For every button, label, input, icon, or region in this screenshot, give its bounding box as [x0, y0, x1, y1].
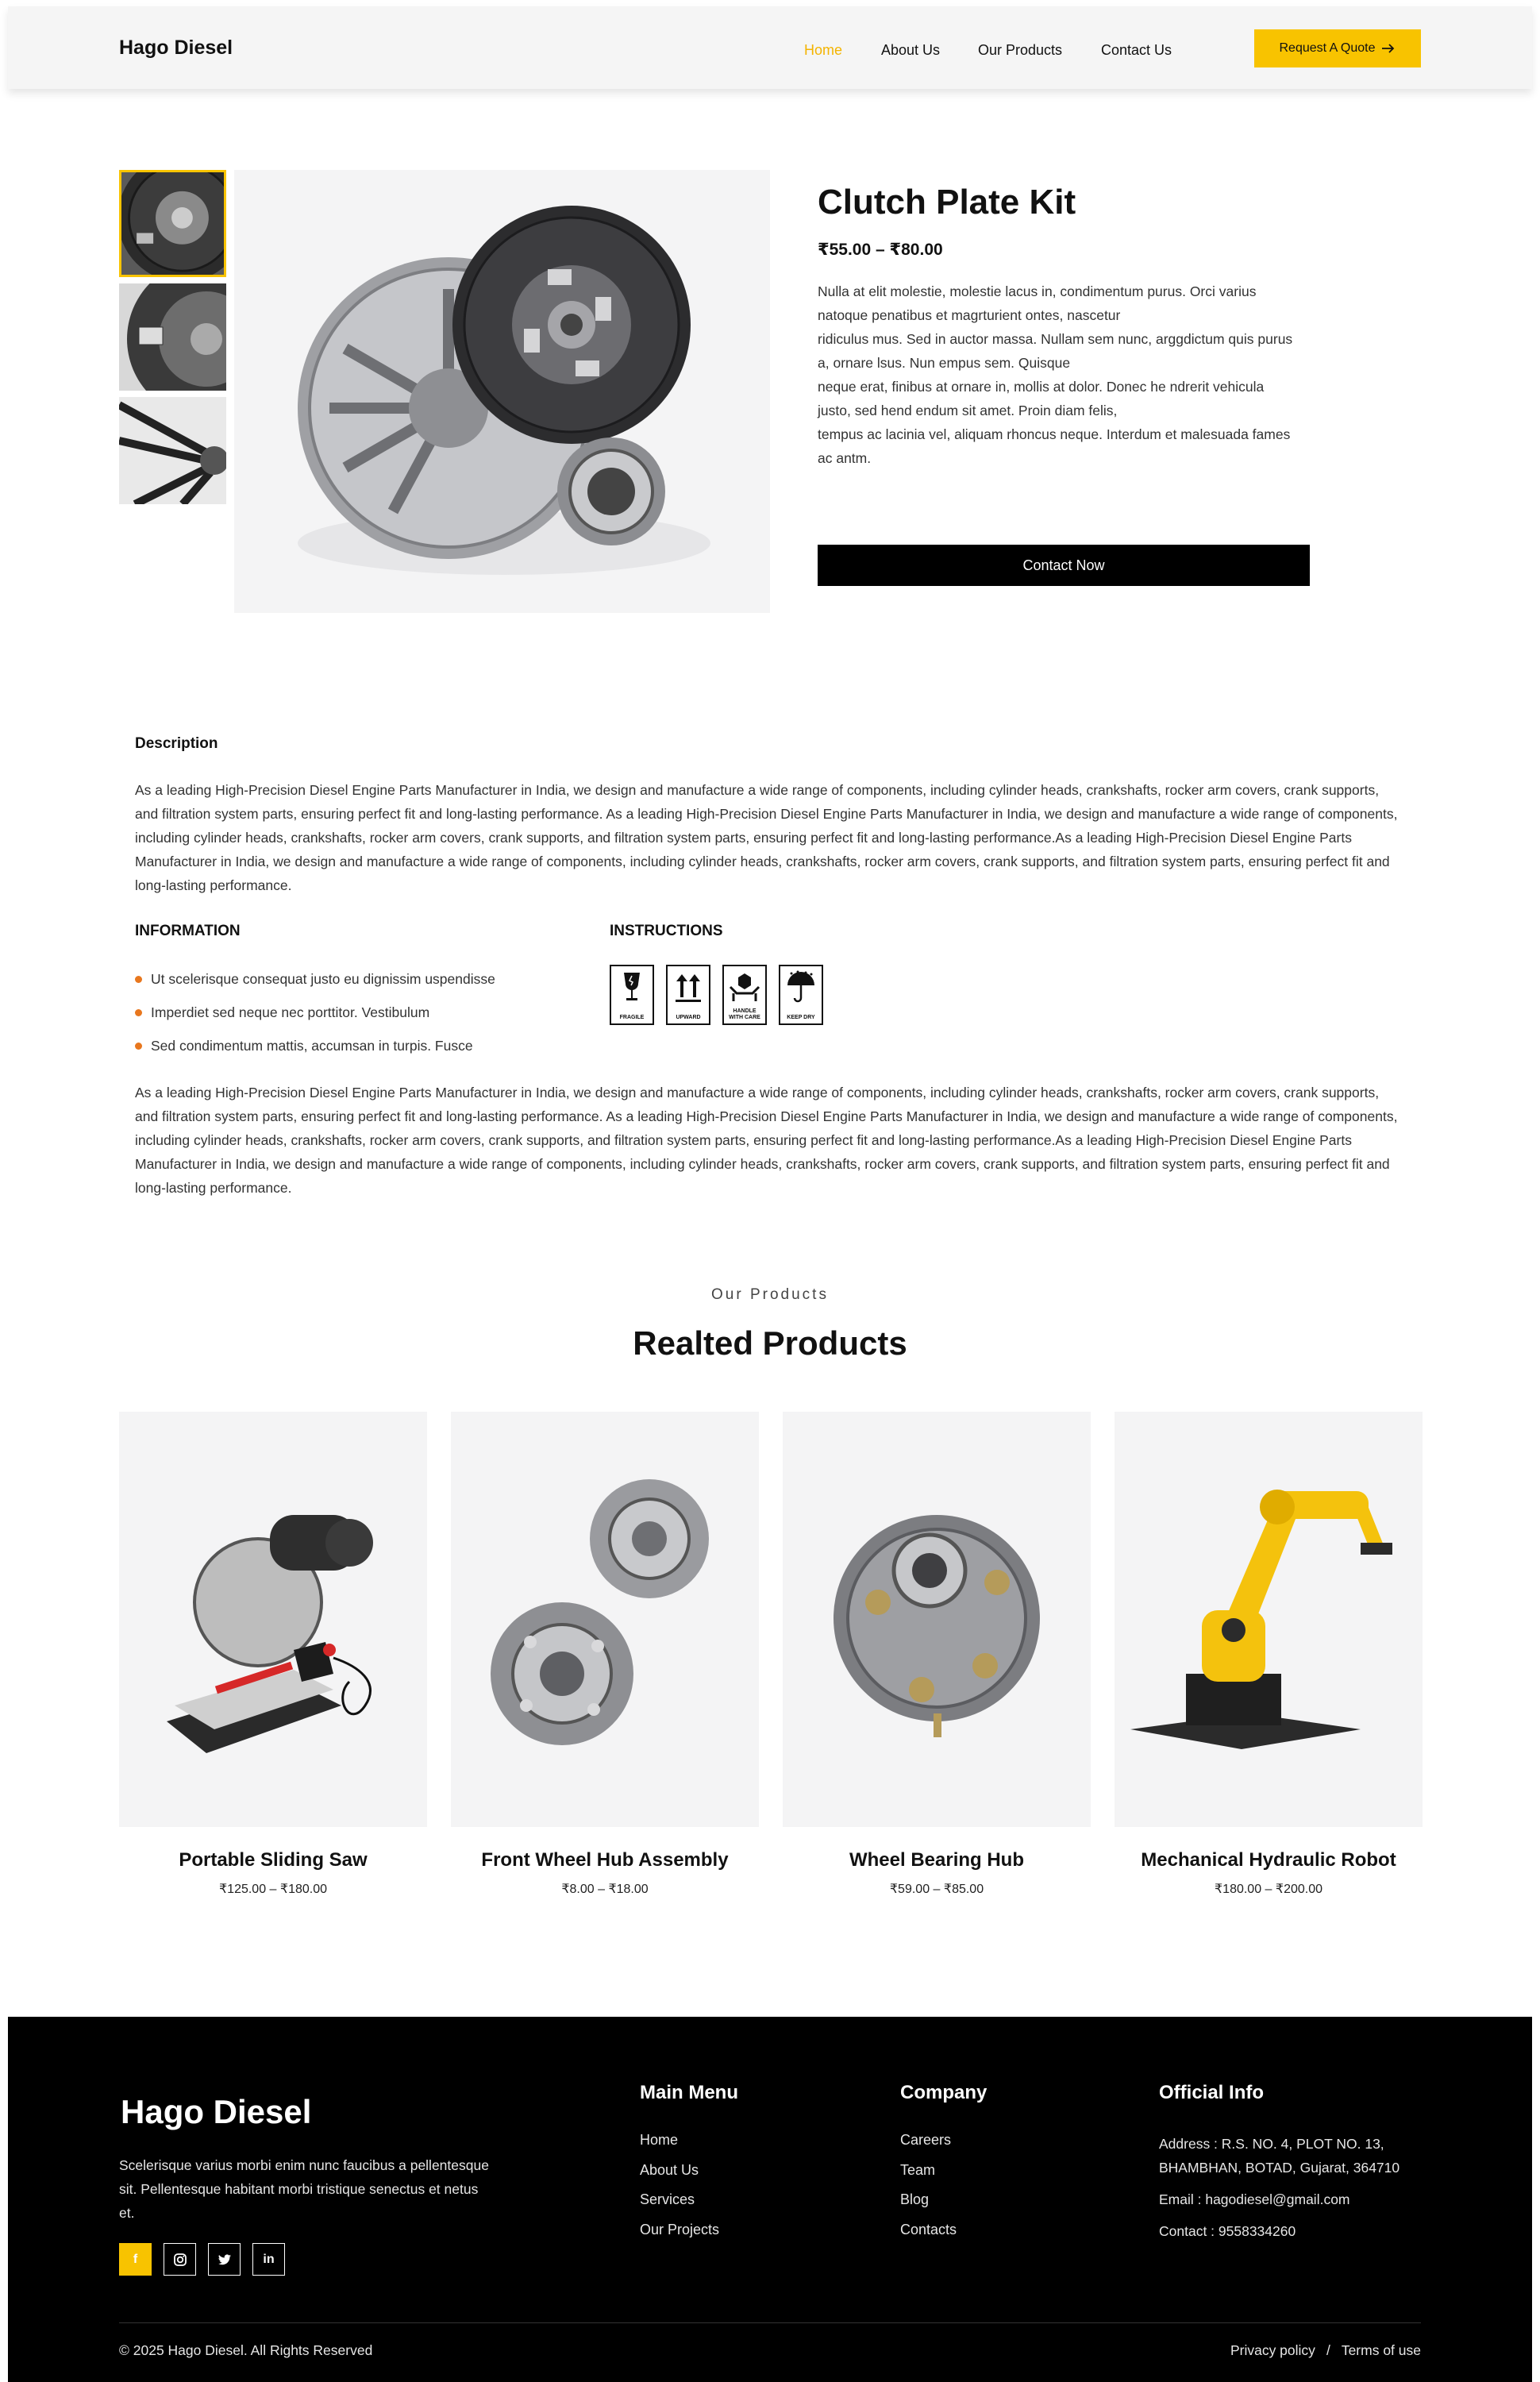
product-card-name[interactable]: Front Wheel Hub Assembly: [481, 1849, 729, 1871]
company-links: [900, 2132, 957, 2251]
desc-line: neque erat, finibus at ornare in, mollis at dolor. Donec he ndrerit vehicula: [818, 379, 1265, 395]
desc-line: ac antm.: [818, 450, 872, 466]
description-text: As a leading High-Precision Diesel Engine Parts Manufacturer in India, we design and manufacture a wide range of components, including cylinder heads, crankshafts, rocker arm covers, crank supports, and filtration system parts, ensuring perfect fit and long-lasting performance. As a leading High-Precision Diesel Engine Parts Manufacturer in India, we design and manufacture a wide range of components, including cylinder heads, crankshafts, rocker arm covers, crank supports, and filtration system parts, ensuring perfect fit and long-lasting performance.As a leading High-Precision Diesel Engine Parts Manufacturer in India, we design and manufacture a wide range of components, including cylinder heads, crankshafts, rocker arm covers, crank supports, and filtration system parts, ensuring perfect fit and long-lasting performance.: [135, 782, 1398, 893]
footer-email[interactable]: Email : hagodiesel@gmail.com: [1159, 2191, 1350, 2207]
instruction-icons: [610, 965, 823, 1025]
product-card[interactable]: [119, 1412, 427, 1897]
instructions-heading: INSTRUCTIONS: [610, 923, 723, 939]
footer-address: Address : R.S. NO. 4, PLOT NO. 13, BHAMBHAN, BOTAD, Gujarat, 364710: [1159, 2136, 1400, 2176]
nav-contact-us[interactable]: Contact Us: [1101, 42, 1172, 58]
related-title: Realted Products: [633, 1324, 907, 1362]
footer-link-team[interactable]: Team: [900, 2161, 936, 2178]
clutch-thumbnail-image: [121, 172, 224, 275]
wheel-bearing-hub-image: [783, 1412, 1091, 1827]
clutch-detail-thumbnail-image: [119, 283, 226, 391]
copyright-text: © 2025 Hago Diesel. All Rights Reserved: [119, 2342, 373, 2358]
linkedin-icon[interactable]: in: [252, 2243, 285, 2276]
product-card-image[interactable]: [783, 1412, 1091, 1827]
product-card[interactable]: [1115, 1412, 1423, 1897]
footer-link-blog[interactable]: Blog: [900, 2191, 930, 2207]
site-header: [8, 6, 1532, 89]
privacy-policy-link[interactable]: Privacy policy: [1230, 2342, 1315, 2358]
fragile-label: FRAGILE: [619, 1015, 645, 1020]
footer-link-home[interactable]: Home: [640, 2132, 679, 2148]
product-card-image[interactable]: [451, 1412, 759, 1827]
description-heading: Description: [135, 735, 218, 752]
keep-dry-label: KEEP DRY: [787, 1015, 815, 1020]
handle-with-care-label: HANDLE WITH CARE: [729, 1008, 760, 1020]
nav-about-us[interactable]: About Us: [881, 42, 941, 58]
handle-with-care-icon: [722, 965, 767, 1025]
hydraulic-robot-image: [1115, 1412, 1423, 1827]
footer-link-about-us[interactable]: About Us: [640, 2161, 699, 2178]
product-short-description: [818, 279, 1314, 470]
gallery-thumbnail-3[interactable]: [119, 397, 226, 504]
clutch-kit-image: [234, 170, 770, 613]
gallery-thumbnail-1[interactable]: [119, 170, 226, 277]
information-heading: INFORMATION: [135, 923, 241, 939]
list-item: Ut scelerisque consequat justo eu dignissim uspendisse: [135, 966, 495, 999]
upward-icon: [666, 965, 710, 1025]
company-title: Company: [900, 2082, 988, 2103]
product-card[interactable]: [783, 1412, 1091, 1897]
twitter-icon[interactable]: [208, 2243, 241, 2276]
list-item: Sed condimentum mattis, accumsan in turpis. Fusce: [135, 1032, 495, 1066]
request-quote-label: Request A Quote: [1279, 41, 1376, 55]
desc-line: tempus ac lacinia vel, aliquam rhoncus neque. Interdum et malesuada fames: [818, 426, 1291, 442]
footer-link-contacts[interactable]: Contacts: [900, 2221, 957, 2237]
product-card-image[interactable]: [1115, 1412, 1423, 1827]
secondary-description-text: As a leading High-Precision Diesel Engine Parts Manufacturer in India, we design and manufacture a wide range of components, including cylinder heads, crankshafts, rocker arm covers, crank supports, and filtration system parts, ensuring perfect fit and long-lasting performance. As a leading High-Precision Diesel Engine Parts Manufacturer in India, we design and manufacture a wide range of components, including cylinder heads, crankshafts, rocker arm covers, crank supports, and filtration system parts, ensuring perfect fit and long-lasting performance.As a leading High-Precision Diesel Engine Parts Manufacturer in India, we design and manufacture a wide range of components, including cylinder heads, crankshafts, rocker arm covers, crank supports, and filtration system parts, ensuring perfect fit and long-lasting performance.: [135, 1085, 1398, 1196]
gallery-thumbnail-2[interactable]: [119, 283, 226, 391]
legal-links: [1230, 2342, 1421, 2359]
footer-logo[interactable]: Hago Diesel: [121, 2093, 312, 2130]
terms-of-use-link[interactable]: Terms of use: [1341, 2342, 1421, 2358]
keep-dry-icon: [779, 965, 823, 1025]
facebook-icon[interactable]: f: [119, 2243, 152, 2276]
product-card-price: ₹125.00 – ₹180.00: [218, 1883, 328, 1896]
product-card-price: ₹59.00 – ₹85.00: [889, 1883, 984, 1896]
product-card-image[interactable]: [119, 1412, 427, 1827]
footer-contact[interactable]: Contact : 9558334260: [1159, 2223, 1296, 2239]
sliding-saw-image: [119, 1412, 427, 1827]
site-footer: [8, 2017, 1532, 2382]
footer-link-services[interactable]: Services: [640, 2191, 695, 2207]
desc-line: a, ornare lsus. Nun empus sem. Quisque: [818, 355, 1071, 371]
official-info: [1159, 2132, 1421, 2251]
nav-home[interactable]: Home: [804, 42, 843, 58]
footer-divider: [119, 2322, 1421, 2323]
product-title: Clutch Plate Kit: [818, 183, 1076, 222]
desc-line: natoque penatibus et magrturient ontes, nascetur: [818, 307, 1121, 323]
information-list: [135, 966, 495, 1066]
product-card[interactable]: [451, 1412, 759, 1897]
official-info-title: Official Info: [1159, 2082, 1264, 2103]
product-price: ₹55.00 – ₹80.00: [818, 241, 943, 259]
related-eyebrow: Our Products: [711, 1286, 829, 1303]
product-card-price: ₹180.00 – ₹200.00: [1214, 1883, 1323, 1896]
footer-link-careers[interactable]: Careers: [900, 2132, 952, 2148]
arrow-right-icon: [1381, 44, 1396, 53]
desc-line: Nulla at elit molestie, molestie lacus in, condimentum purus. Orci varius: [818, 283, 1257, 299]
front-wheel-hub-image: [451, 1412, 759, 1827]
site-logo[interactable]: Hago Diesel: [119, 37, 233, 59]
legal-separator: /: [1326, 2342, 1330, 2358]
social-links: [119, 2243, 285, 2276]
desc-line: ridiculus mus. Sed in auctor massa. Nullam sem nunc, arggdictum quis purus: [818, 331, 1293, 347]
main-menu-links: [640, 2132, 719, 2251]
main-menu-title: Main Menu: [640, 2082, 738, 2103]
instagram-icon[interactable]: [164, 2243, 196, 2276]
contact-now-button[interactable]: Contact Now: [818, 545, 1310, 586]
desc-line: justo, sed hend endum sit amet. Proin diam felis,: [818, 403, 1118, 418]
footer-about-text: Scelerisque varius morbi enim nunc faucibus a pellentesque sit. Pellentesque habitant morbi tristique senectus et netus et.: [119, 2157, 489, 2221]
request-quote-button[interactable]: [1254, 29, 1421, 67]
fragile-icon: [610, 965, 654, 1025]
footer-link-our-projects[interactable]: Our Projects: [640, 2221, 720, 2237]
product-card-price: ₹8.00 – ₹18.00: [561, 1883, 649, 1896]
product-card-name[interactable]: Wheel Bearing Hub: [849, 1849, 1025, 1871]
pressure-plate-thumbnail-image: [119, 397, 226, 504]
product-main-image[interactable]: [234, 170, 770, 613]
product-card-name[interactable]: Portable Sliding Saw: [179, 1849, 368, 1871]
upward-label: UPWARD: [676, 1015, 701, 1020]
product-card-name[interactable]: Mechanical Hydraulic Robot: [1141, 1849, 1396, 1871]
list-item: Imperdiet sed neque nec porttitor. Vestibulum: [135, 999, 495, 1032]
nav-our-products[interactable]: Our Products: [978, 42, 1063, 58]
